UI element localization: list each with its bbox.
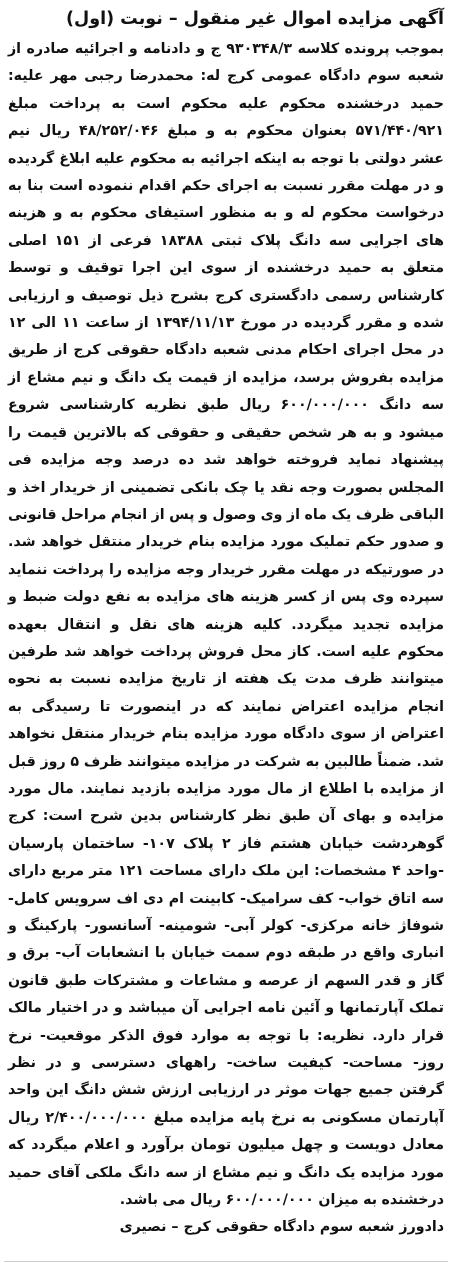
notice-title: آگهی مزایده اموال غیر منقول – نوبت (اول): [66, 9, 444, 29]
notice-body: بموجب پرونده کلاسه ۹۳۰۳۴۸/۳ ج و دادنامه و اجرائیه صادره از شعبه سوم دادگاه عمومی کرج له: محمدرضا رجبی مهر علیه: حمید درخشنده محکوم علیه محکوم است به پرداخت مبلغ ۵۷۱/۴۴۰/۹۲۱ بعنوان محکوم به و مبلغ ۴۸/۲۵۲/۰۴۶ ریال نیم عشر دولتی با توجه به اینکه اجرائیه به محکوم علیه ابلاغ گردیده و در مهلت مقرر نسبت به اجرای حکم اقدام ننموده است بنا به درخواست محکوم له و به منظور استیفای محکوم به و هزینه های اجرایی سه دانگ پلاک ثبتی ۱۸۳۸۸ فرعی از ۱۵۱ اصلی متعلق به حمید درخشنده از سوی این اجرا توقیف و توسط کارشناس رسمی دادگستری کرج بشرح ذیل توصیف و ارزیابی شده و مقرر گردیده در مورخ ۱۳۹۴/۱۱/۱۳ از ساعت ۱۱ الی ۱۲ در محل اجرای احکام مدنی شعبه دادگاه حقوقی کرج از طریق مزایده بفروش برسد، مزایده از قیمت یک دانگ و نیم مشاع از سه دانگ ۶۰۰/۰۰۰/۰۰۰ ریال طبق نظریه کارشناسی شروع میشود و به هر شخص حقیقی و حقوقی که بالاترین قیمت را پیشنهاد نماید فروخته خواهد شد ده درصد وجه مزایده فی المجلس بصورت وجه نقد یا چک بانکی تضمینی از خریدار اخذ و الباقی ظرف یک ماه از وی وصول و پس از انجام مراحل قانونی و صدور حکم تملیک مورد مزایده بنام خریدار منتقل خواهد شد. در صورتیکه در مهلت مقرر خریدار وجه مزایده را پرداخت ننماید سپرده وی پس از کسر هزینه های مزایده به نفع دولت ضبط و مزایده تجدید میگردد. کلیه هزینه های نقل و انتقال بعهده محکوم علیه است. کاز محل فروش پرداخت خواهد شد طرفین میتوانند ظرف مدت یک هفته از تاریخ مزایده نسبت به نحوه انجام مزایده اعتراض نمایند که در اینصورت تا رسیدگی به اعتراض از سوی دادگاه مورد مزایده بنام خریدار منتقل نخواهد شد. ضمناً طالبین به شرکت در مزایده میتوانند ظرف ۵ روز قبل از مزایده با اطلاع از مال مورد مزایده بازدید نمایند. مال مورد مزایده و بهای آن طبق نظر کارشناس بدین شرح است: کرج گوهردشت خیابان هشتم فاز ۲ پلاک ۱۰۷- ساختمان پارسیان -واحد ۴ مشخصات: این ملک دارای مساحت ۱۲۱ متر مربع دارای سه اتاق خواب- کف سرامیک- کابینت ام دی اف سرویس کامل- شوفاژ خانه مرکزی- کولر آبی- شومینه- آسانسور- پارکینگ و انباری واقع در طبقه دوم سمت خیابان با انشعابات آب- برق و گاز و قدر السهم از عرصه و مشاعات و مشترکات طبق قانون تملک آپارتمانها و آئین نامه اجرایی آن میباشد و در اختیار مالک قرار دارد. نظریه: با توجه به موارد فوق الذکر موقعیت- نرخ روز- مساحت- کیفیت ساخت- راههای دسترسی و در نظر گرفتن جمیع جهات موثر در ارزیابی ارزش شش دانگ این واحد آپارتمان مسکونی به نرخ پایه مزایده مبلغ ۲/۴۰۰/۰۰۰/۰۰۰ ریال معادل دویست و چهل میلیون تومان برآورد و اعلام میگردد که مورد مزایده یک دانگ و نیم مشاع از سه دانگ ملکی آقای حمید درخشنده به میزان ۶۰۰/۰۰۰/۰۰۰ ریال می باشد.: [8, 41, 445, 1209]
bottom-divider: [4, 1261, 448, 1262]
notice-signature: دادورز شعبه سوم دادگاه حقوقی کرج – نصیری: [119, 1219, 444, 1236]
auction-notice: [4, 4, 448, 1258]
